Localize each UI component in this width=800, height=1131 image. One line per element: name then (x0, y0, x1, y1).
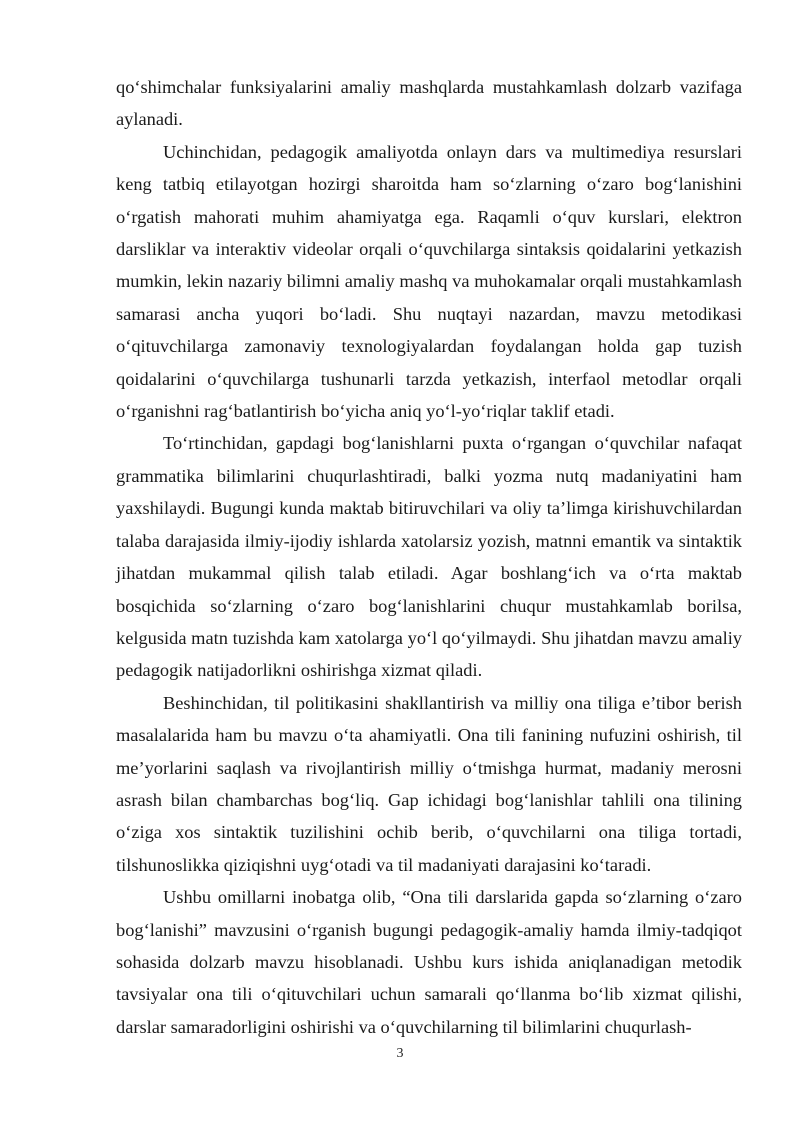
body-text (116, 71, 742, 1043)
paragraph-3: To‘rtinchidan, gapdagi bog‘lanishlarni puxta o‘rgangan o‘quvchilar nafaqat grammatika bilimlarini chuqurlashtiradi, balki yozma nutq madaniyatini ham yaxshilaydi. Bugungi kunda maktab bitiruvchilari va oliy ta’limga kirishuvchilardan talaba darajasida ilmiy-ijodiy ishlarda xatolarsiz yozish, matnni emantik va sintaktik jihatdan mukammal qilish talab etiladi. Agar boshlang‘ich va o‘rta maktab bosqichida so‘zlarning o‘zaro bog‘lanishlarini chuqur mustahkamlab borilsa, kelgusida matn tuzishda kam xatolarga yo‘l qo‘yilmaydi. Shu jihatdan mavzu amaliy pedagogik natijadorlikni oshirishga xizmat qiladi. (116, 433, 742, 681)
paragraph-1: qo‘shimchalar funksiyalarini amaliy mashqlarda mustahkamlash dolzarb vazifaga aylanadi. (116, 77, 742, 130)
page-number: 3 (396, 1046, 404, 1061)
paragraph-2: Uchinchidan, pedagogik amaliyotda onlayn dars va multimediya resurslari keng tatbiq etilayotgan hozirgi sharoitda ham so‘zlarning o‘zaro bog‘lanishini o‘rgatish mahorati muhim ahamiyatga ega. Raqamli o‘quv kurslari, elektron darsliklar va interaktiv videolar orqali o‘quvchilarga sintaksis qoidalarini yetkazish mumkin, lekin nazariy bilimni amaliy mashq va muhokamalar orqali mustahkamlash samarasi ancha yuqori bo‘ladi. Shu nuqtayi nazardan, mavzu metodikasi o‘qituvchilarga zamonaviy texnologiyalardan foydalangan holda gap tuzish qoidalarini o‘quvchilarga tushunarli tarzda yetkazish, interfaol metodlar orqali o‘rganishni rag‘batlantirish bo‘yicha aniq yo‘l-yo‘riqlar taklif etadi. (116, 141, 742, 422)
paragraph-4: Beshinchidan, til politikasini shakllantirish va milliy ona tiliga e’tibor berish masalalarida ham bu mavzu o‘ta ahamiyatli. Ona tili fanining nufuzini oshirish, til me’yorlarini saqlash va rivojlantirish milliy o‘tmishga hurmat, madaniy merosni asrash bilan chambarchas bog‘liq. Gap ichidagi bog‘lanishlar tahlili ona tilining o‘ziga xos sintaktik tuzilishini ochib berib, o‘quvchilarni ona tiliga tortadi, tilshunoslikka qiziqishni uyg‘otadi va til madaniyati darajasini ko‘taradi. (116, 692, 742, 875)
paragraph-5: Ushbu omillarni inobatga olib, “Ona tili darslarida gapda so‘zlarning o‘zaro bog‘lanishi” mavzusini o‘rganish bugungi pedagogik-amaliy hamda ilmiy-tadqiqot sohasida dolzarb mavzu hisoblanadi. Ushbu kurs ishida aniqlanadigan metodik tavsiyalar ona tili o‘qituvchilari uchun samarali qo‘llanma bo‘lib xizmat qilishi, darslar samaradorligini oshirishi va o‘quvchilarning til bilimlarini chuqurlash- (116, 887, 742, 1037)
